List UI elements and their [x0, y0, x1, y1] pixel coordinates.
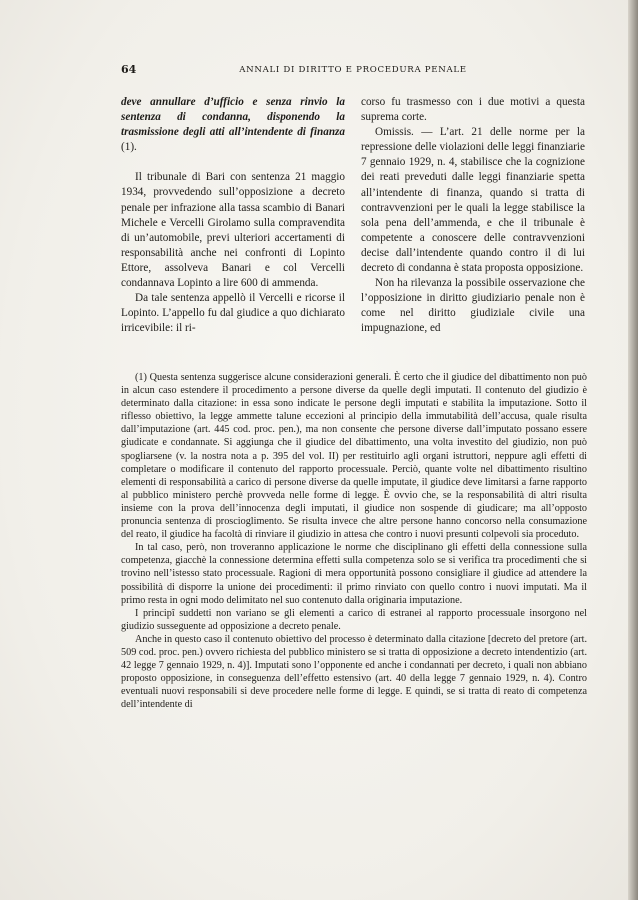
page-number: 64	[121, 63, 137, 76]
case-maxim	[121, 95, 345, 155]
left-paragraph: Il tribunale di Bari con sentenza 21 maggio 1934, provvedendo sull’opposizione a decreto penale per infrazione alla tassa scambio di Banari Michele e Vercelli Girolamo sulla compravendita di un’automobile, previ ulteriori accertamenti di responsabilità anche nei confronti di Lopinto Ettore, assolveva Banari e col Vercelli condannava Lopinto a lire 600 di ammenda.	[121, 171, 345, 290]
footnote-paragraph: Anche in questo caso il contenuto obiettivo del processo è determinato dalla citazione [decreto del pretore (art. 509 cod. proc. pen.) ovvero richiesta del pubblico ministero se si tratta di opposizione a decreto intendentizio (art. 42 legge 7 gennaio 1929, n. 4)]. Imputati sono l’opponente ed anche i condannati per decreto, i quali non abbiano proposto opposizione, in conseguenza dell’effetto estensivo (art. 40 della legge 7 gennaio 1929, n. 4). Contro eventuali nuovi responsabili si deve procedere nelle forme di legge. E quindi, se si tratta di reato di competenza dell’intendente di	[121, 633, 587, 711]
maxim-text: deve annullare d’ufficio e senza rinvio la sentenza di condanna, disponendo la trasmissione degli atti all’intendente di finanza	[121, 96, 345, 139]
left-column	[121, 95, 345, 336]
footnote-paragraph: In tal caso, però, non troveranno applicazione le norme che disciplinano gli effetti della connessione sulla competenza, giacchè la connessione determina effetti sulla competenza solo se si verifica tra procedimenti che si trovino nell’istesso stato processuale. Ragioni di mera opportunità possono consigliare il giudice ad attendere la possibilità di disporre la unione dei procedimenti: il primo rinviato con quello contro i nuovi imputati. Ma il primo resta in ogni modo delimitato nel suo contenuto dalla originaria imputazione.	[121, 542, 587, 606]
right-paragraph: Non ha rilevanza la possibile osservazione che l’opposizione in diritto giudiziario penale non è come nel diritto giudiziale civile una impugnazione, ed	[361, 277, 585, 335]
footnote	[121, 371, 587, 711]
left-paragraph: Da tale sentenza appellò il Vercelli e ricorse il Lopinto. L’appello fu dal giudice a quo dichiarato irricevibile: il ri-	[121, 292, 345, 335]
book-spine-edge	[628, 0, 638, 900]
footnote-paragraph: (1) Questa sentenza suggerisce alcune considerazioni generali. È certo che il giudice del dibattimento non può in alcun caso estendere il procedimento a persone diverse da quelle degli imputati. Il contenuto del giudizio è determinato dalla citazione: in essa sono indicate le persone degli imputati e stabilita la imputazione. Sotto il riflesso obiettivo, la legge ammette talune eccezioni al principio della immutabilità dell’accusa, quale risulta dall’imputazione (art. 445 cod. proc. pen.), ma non consente che persone diverse dall’imputato possano essere giudicate e condannate. Si aggiunga che il giudice del dibattimento, una volta investito del giudizio, non può spogliarsene (v. la nostra nota a p. 395 del vol. II) per restituirlo agli organi istruttori, neppure agli effetti di completare o modificare il contenuto del rapporto processuale. Perciò, quante volte nel dibattimento risultino elementi di responsabilità a carico di persone diverse da quelle imputate, il giudice deve limitarsi a farne rapporto al pubblico ministero perchè provveda nelle forme di legge. È ovvio che, se la responsabilità di altri risulta insieme con la prova dell’innocenza degli imputati, il giudice non sospende di giudicare; ma all’opposto pronuncia sentenza di proscioglimento. Se risulta invece che altre persone hanno concorso nella consumazione del reato, il giudice ha facoltà di rinviare il giudizio in attesa che contro i nuovi presunti colpevoli sia proceduto.	[121, 372, 587, 541]
footnote-paragraph: I principî suddetti non variano se gli elementi a carico di estranei al rapporto processuale insorgono nel giudizio susseguente ad opposizione a decreto penale.	[121, 607, 587, 632]
right-paragraph: Omissis. — L’art. 21 delle norme per la repressione delle violazioni delle leggi finanziarie 7 gennaio 1929, n. 4, stabilisce che la cognizione dei reati preveduti dalle leggi finanziarie spetta all’intendente di finanza, quando si tratta di contravvenzioni per le quali la legge stabilisce la sola pena dell’ammenda, e che il tribunale è competente a conoscere delle contravvenzioni decise dall’intendente quando contro il di lui decreto di condanna è stata proposta opposizione.	[361, 126, 585, 275]
running-title: ANNALI DI DIRITTO E PROCEDURA PENALE	[239, 65, 467, 75]
right-column	[361, 95, 585, 337]
maxim-footnote-ref: (1).	[121, 141, 137, 154]
right-paragraph: corso fu trasmesso con i due motivi a questa suprema corte.	[361, 96, 585, 124]
